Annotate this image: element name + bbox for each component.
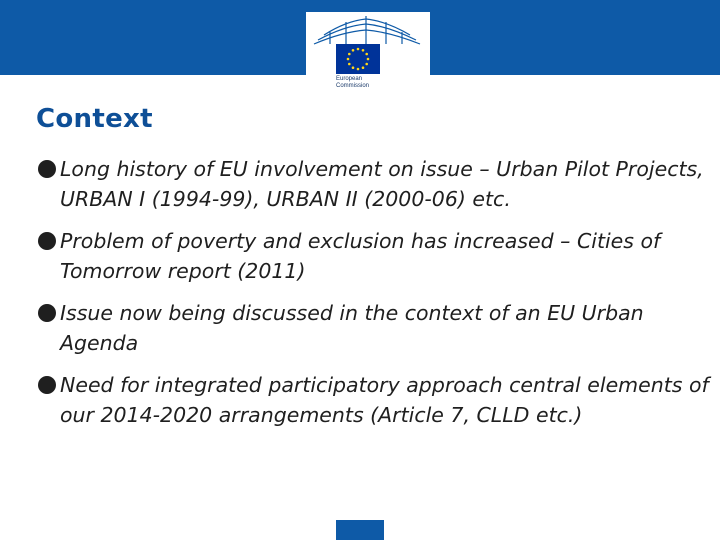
logo-line-1: European [336,76,363,82]
bullet-item-1 [38,154,714,214]
bullet-dot-icon [38,376,56,394]
bullet-list [38,154,714,430]
bullet-dot-icon [38,160,56,178]
logo-wordmark [336,76,406,90]
european-commission-logo [306,12,430,98]
berlaymont-building-icon [312,14,424,46]
footer-tab [336,520,384,540]
bullet-text: Need for integrated participatory approach central elements of our 2014-2020 arrangements (Article 7, CLLD etc.) [60,373,709,427]
bullet-item-3 [38,298,714,358]
bullet-item-2 [38,226,714,286]
bullet-dot-icon [38,304,56,322]
bullet-text: Problem of poverty and exclusion has increased – Cities of Tomorrow report (2011) [60,229,661,283]
bullet-text: Issue now being discussed in the context of an EU Urban Agenda [60,301,644,355]
bullet-item-4 [38,370,714,430]
logo-line-2: Commission [336,83,370,89]
slide-title: Context [36,104,153,134]
bullet-text: Long history of EU involvement on issue – Urban Pilot Projects, URBAN I (1994-99), URBAN II (2000-06) etc. [60,157,704,211]
bullet-dot-icon [38,232,56,250]
eu-flag-icon [336,44,380,74]
